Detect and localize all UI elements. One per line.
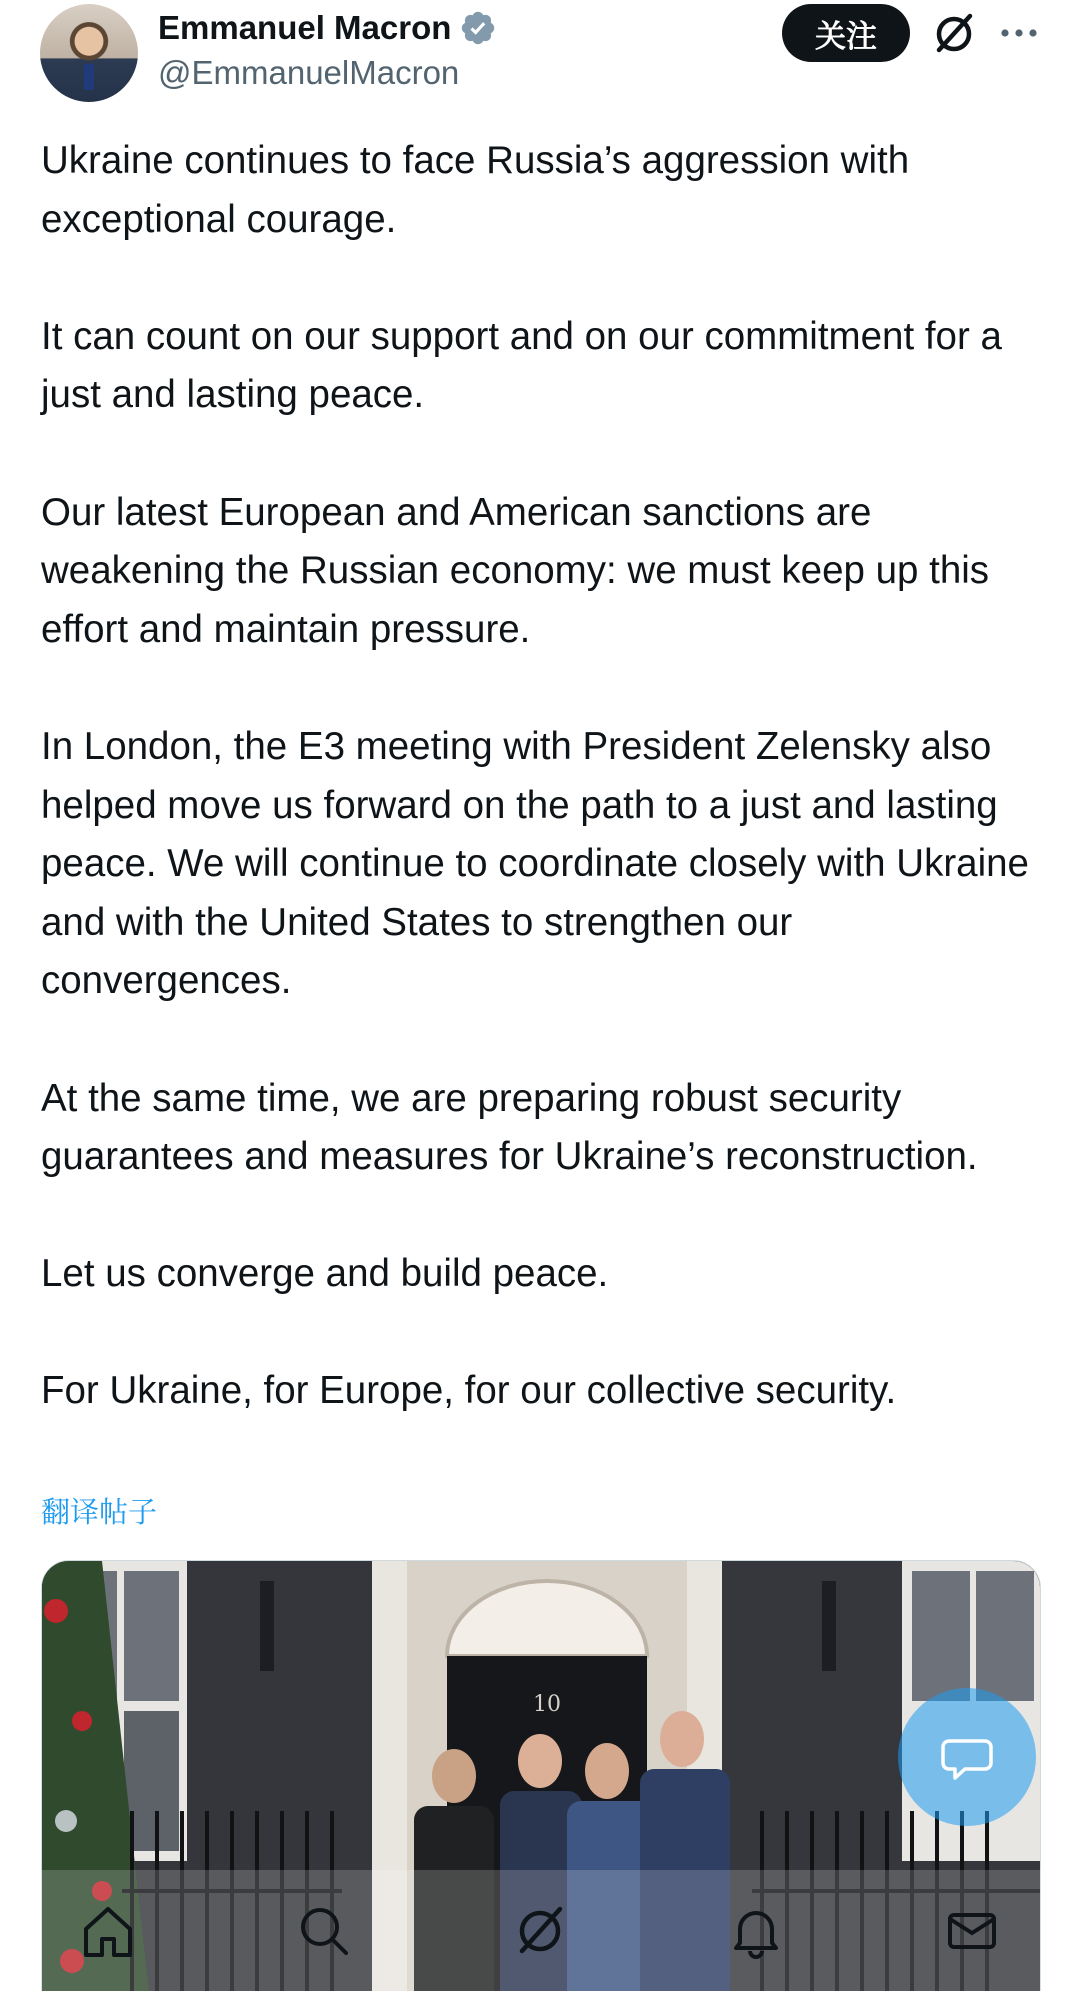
nav-messages[interactable] <box>937 1896 1007 1966</box>
grok-icon <box>510 1901 570 1961</box>
post-paragraph: Let us converge and build peace. <box>41 1252 609 1296</box>
post-body <box>41 132 1051 1421</box>
post-paragraph: In London, the E3 meeting with President Zelensky also helped move us forward on the path to a just and lasting peace. We will continue to coordinate closely with Ukraine and with the United States to strengthen our convergences. <box>41 724 1029 1003</box>
nav-grok[interactable] <box>505 1896 575 1966</box>
home-icon <box>78 1901 138 1961</box>
compose-message-button[interactable] <box>898 1688 1036 1826</box>
nav-home[interactable] <box>73 1896 143 1966</box>
author-display-name[interactable]: Emmanuel Macron <box>158 9 452 46</box>
post-paragraph: Ukraine continues to face Russia’s aggression with exceptional courage. <box>41 139 910 241</box>
nav-search[interactable] <box>289 1896 359 1966</box>
post-paragraph: For Ukraine, for Europe, for our collective security. <box>41 1369 897 1413</box>
post-header <box>0 0 1080 110</box>
verified-badge-icon <box>459 9 497 47</box>
author-name-row <box>158 6 497 50</box>
notifications-icon <box>726 1901 786 1961</box>
messages-icon <box>942 1901 1002 1961</box>
post-paragraph: It can count on our support and on our commitment for a just and lasting peace. <box>41 314 1002 417</box>
author-handle[interactable]: @EmmanuelMacron <box>158 54 460 91</box>
nav-notifications[interactable] <box>721 1896 791 1966</box>
door-number: 10 <box>533 1692 561 1717</box>
more-icon[interactable] <box>998 12 1040 54</box>
grok-icon[interactable] <box>930 10 978 58</box>
translate-post-link[interactable]: 翻译帖子 <box>41 1495 158 1529</box>
post-paragraph: Our latest European and American sanctions are weakening the Russian economy: we must keep up this effort and maintain pressure. <box>41 490 990 651</box>
post-paragraph: At the same time, we are preparing robust security guarantees and measures for Ukraine’s reconstruction. <box>41 1076 978 1179</box>
follow-button[interactable]: 关注 <box>782 4 910 62</box>
search-icon <box>294 1901 354 1961</box>
compose-message-icon <box>939 1729 995 1785</box>
author-avatar[interactable] <box>40 4 138 102</box>
bottom-navigation <box>0 1870 1080 1991</box>
